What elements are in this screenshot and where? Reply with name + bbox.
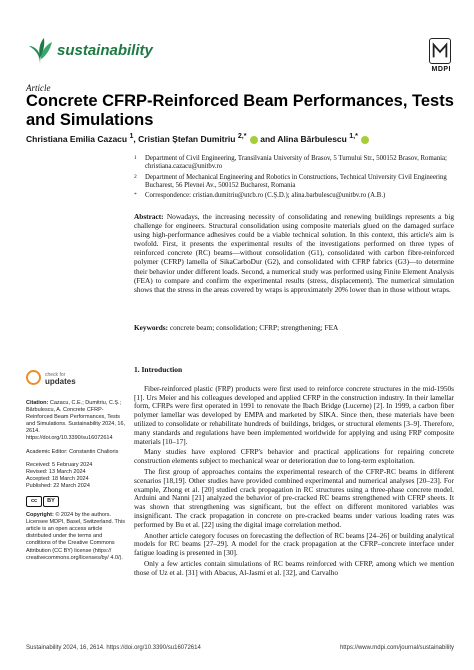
- publisher-name: MDPI: [431, 66, 451, 73]
- abstract-label: Abstract:: [134, 212, 164, 221]
- check-updates-icon: [26, 370, 41, 385]
- abstract-text: Nowadays, the increasing necessity of consolidating and renewing buildings represents a big challenge for engineers. Structural consolidation using composite materials glued on the damaged surface using high-performance adhesives could be a viable technical solution. In this context, this article's aim is twofold. First, it presents the experimental results of the investigations performed on three types of reinforced concrete (RC) beams—without consolidation (G1), consolidated with carbon fibre-reinforced polymer (CFRP) lamella of SikaCarboDur (G2), and consolidated with CFRP fabrics (G3)—to determine their behavior under different loads. Second, a numerical study was performed using Finite Element Analysis (FEA) to compare and confirm the experimental results (stress, displacement). The numerical simulation shows that the stress in the areas covered by wraps is approximately 20% lower than in those without wraps.: [134, 212, 454, 294]
- introduction-section: [134, 366, 454, 580]
- sidebar: [26, 370, 126, 568]
- author-name[interactable]: Christiana Emilia Cazacu: [26, 133, 128, 144]
- keywords-text: concrete beam; consolidation; CFRP; strengthening; FEA: [169, 323, 339, 332]
- mdpi-logo-icon: [429, 38, 451, 64]
- copyright-text: © 2024 by the authors. Licensee MDPI, Basel, Switzerland. This article is an open access article distributed under the terms and conditions of the Creative Commons Attribution (CC BY) license (https:// creativecommons.org/licenses/by/ 4.0/).: [26, 512, 125, 561]
- paragraph: Fiber-reinforced plastic (FRP) products were first used to reinforce concrete structures in the mid-1950s [1]. Urs Meier and his colleagues developed and applied CFRP in the construction industry. In their lamellar form, CFRPs were first operated in 1991 to renovate the Ibach Bridge (Lucerne) [2]. In 1999, a carbon fiber polymer lamellar was developed by EMPA and marketed by SIKA. Since then, these materials have been utilized to consolidate or rehabilitate hundreds of buildings, bridges, or structural elements [3–9]. Therefore, many standards and regulations have been implemented worldwide for applying and using FRP composite materials [10–17].: [134, 383, 454, 446]
- by-icon: BY: [43, 496, 59, 507]
- copyright-label: Copyright:: [26, 512, 54, 519]
- affiliation-item: [134, 155, 454, 172]
- footer-citation[interactable]: Sustainability 2024, 16, 2614. https://doi.org/10.3390/su16072614: [26, 645, 201, 651]
- published-date: Published: 22 March 2024: [26, 482, 90, 489]
- article-type: Article: [26, 83, 51, 93]
- affiliation-item: [134, 174, 454, 191]
- updates-label-big: updates: [45, 377, 76, 386]
- affiliation-mark: 1: [134, 155, 137, 161]
- article-title: Concrete CFRP-Reinforced Beam Performances, Tests and Simulations: [26, 92, 454, 129]
- journal-header: [26, 36, 451, 76]
- editor-label: Academic Editor:: [26, 448, 68, 455]
- check-for-updates-button[interactable]: [26, 370, 126, 394]
- citation-text: Cazacu, C.E.; Dumitriu, C.Ș.; Bărbulescu, A. Concrete CFRP-Reinforced Beam Performances, Tests and Simulations. Sustainability 2024, 16, 2614. https://doi.org/10.3390/su16072614: [26, 400, 126, 442]
- keywords: [134, 323, 454, 332]
- editor-block: [26, 449, 126, 456]
- citation-label: Citation:: [26, 400, 49, 406]
- section-heading: 1. Introduction: [134, 365, 183, 374]
- journal-logo-icon: [26, 36, 54, 66]
- affiliation-mark: 2: [134, 173, 137, 180]
- revised-date: Revised: 13 March 2024: [26, 468, 86, 475]
- paragraph: Many studies have explored CFRP's behavior and practical applications for repairing concrete construction elements subject to mechanical wear or deterioration due to long-term exploitation.: [134, 447, 454, 466]
- updates-label-small: check for: [45, 372, 66, 378]
- author-affil-mark: 2,*: [237, 132, 247, 140]
- affiliation-mark: *: [134, 192, 137, 199]
- author-name[interactable]: Alina Bărbulescu: [277, 133, 347, 144]
- accepted-date: Accepted: 18 March 2024: [26, 475, 89, 482]
- footer-journal-link[interactable]: https://www.mdpi.com/journal/sustainability: [339, 645, 454, 651]
- keywords-label: Keywords:: [134, 323, 169, 332]
- author-affil-mark: 1,*: [349, 132, 358, 140]
- received-date: Received: 5 February 2024: [26, 461, 93, 468]
- paragraph: The first group of approaches contains the experimental research of the CFRP-RC beams in different scenarios [18,19]. Other studies have provided combined experimental and numerical analyses [20–23]. For example, Zhong et al. [20] studied crack propagation in RC structures using a three-phase concrete model. Arduini and Nanni [21] analyzed the behavior of pre-cracked RC beams strengthened with CFRP sheets. It was shown that strengthening was significant, but the effect on different monitored variables was insignificant. The crack propagation in concrete on pre-cracked beams under various loading rates was performed by Bu et al. [22] using the digital image correlation method.: [134, 466, 454, 529]
- affiliations: [134, 155, 454, 202]
- author-name[interactable]: Cristian Ștefan Dumitriu: [138, 133, 236, 144]
- journal-name: sustainability: [57, 42, 153, 59]
- orcid-icon[interactable]: [361, 136, 369, 144]
- citation-block: [26, 400, 126, 443]
- copyright-block: [26, 512, 126, 562]
- correspondence: [134, 192, 454, 200]
- paragraph: Another article category focuses on forecasting the deflection of RC beams [24–26] or building analytical models for RC beams [27–29]. A model for the crack propagation at the CFRP–concrete interface under fatigue loading is presented in [30].: [134, 530, 454, 558]
- page-footer: [26, 645, 454, 659]
- paragraph: Only a few articles contain simulations of RC beams reinforced with CFRP, among which we mention those of Uz et al. [31] with Abacus, Al-Jasmi et al. [32], and Carvalho: [134, 558, 454, 577]
- author-list: Christiana Emilia Cazacu $^1$, Cristian Ștefan Dumitriu $^{2,*}$ and Alina Bărbulescu $^{1,*}$: [26, 132, 456, 144]
- dates-block: [26, 462, 126, 490]
- correspondence-text: Correspondence: cristian.dumitriu@utcb.ro (C.Ș.D.); alina.barbulescu@unitbv.ro (A.B.): [145, 192, 386, 200]
- abstract: [134, 212, 454, 294]
- author-conjunction: and: [260, 133, 276, 144]
- affiliation-text: Department of Mechanical Engineering and Robotics in Constructions, Technical University Civil Engineering Bucharest, 56 Plevnei Av., 500152 Bucharest, Romania: [145, 173, 447, 189]
- cc-icon: cc: [26, 496, 42, 507]
- cc-license-badge[interactable]: [26, 496, 126, 507]
- affiliation-text: Department of Civil Engineering, Transilvania University of Brasov, 5 Turnului Str., 500152 Brasov, Romania; christiana.cazacu@unitbv.ro: [145, 155, 447, 171]
- author-affil-mark: 1: [129, 132, 134, 140]
- editor-name: Constantin Chalioris: [69, 448, 119, 455]
- orcid-icon[interactable]: [250, 136, 258, 144]
